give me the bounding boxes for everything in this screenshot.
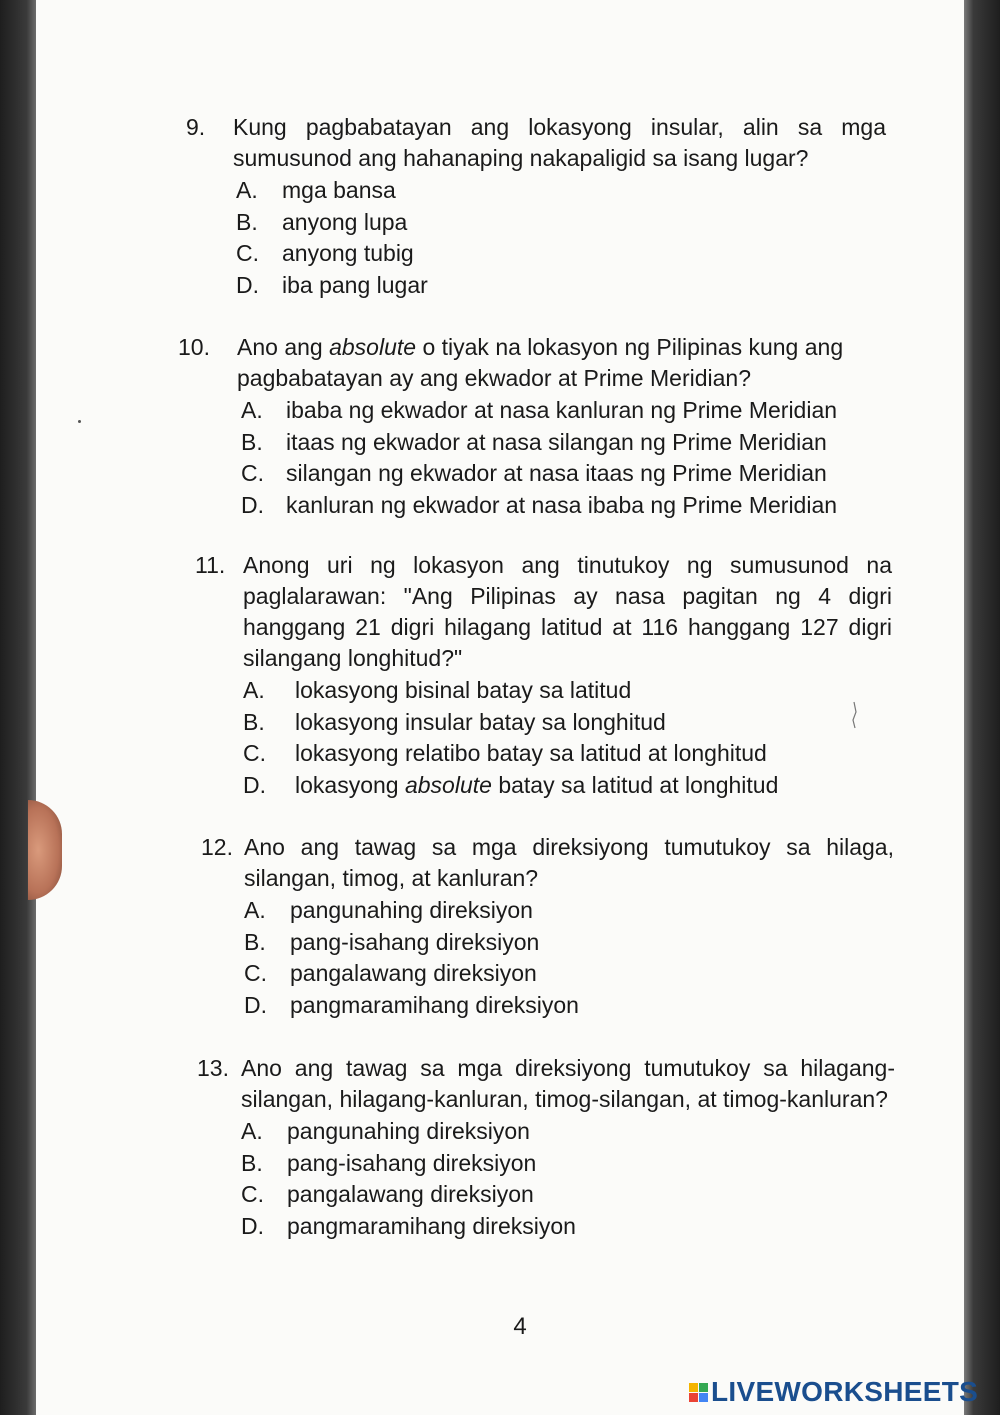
option-letter: A. <box>241 397 263 423</box>
option-a[interactable] <box>241 395 888 427</box>
option-letter: D. <box>241 491 264 518</box>
option-d[interactable] <box>236 270 886 302</box>
option-letter: A. <box>236 177 258 203</box>
option-letter: B. <box>236 208 258 235</box>
question-number: 11. <box>195 552 226 578</box>
option-a[interactable] <box>243 675 892 707</box>
option-d[interactable] <box>241 490 888 522</box>
option-text: lokasyong relatibo batay sa latitud at longhitud <box>295 740 767 766</box>
option-d[interactable] <box>243 770 892 802</box>
question-number: 12. <box>201 834 233 860</box>
logo-square <box>689 1383 698 1392</box>
question-text: Anong uri ng lokasyon ang tinutukoy ng sumusunod na paglalarawan: "Ang Pilipinas ay nasa pagitan ng 4 digri hanggang 21 digri hilagang latitud at 116 hanggang 127 digri silangang longhitud?" <box>243 552 892 671</box>
scan-speck <box>78 420 81 423</box>
option-c[interactable] <box>244 958 894 990</box>
options-list <box>241 1116 895 1242</box>
question-number: 13. <box>197 1055 229 1081</box>
option-letter: B. <box>243 708 265 735</box>
question-9 <box>186 112 886 301</box>
option-letter: A. <box>241 1118 263 1144</box>
scan-edge-left <box>0 0 38 1415</box>
option-a[interactable] <box>236 175 886 207</box>
option-text: anyong tubig <box>282 240 414 266</box>
option-letter: B. <box>241 1149 263 1176</box>
option-c[interactable] <box>236 238 886 270</box>
logo-square <box>699 1393 708 1402</box>
option-text: pangmaramihang direksiyon <box>290 991 579 1018</box>
option-text: pangalawang direksiyon <box>287 1181 534 1207</box>
question-10 <box>178 332 888 521</box>
option-letter: A. <box>243 677 265 703</box>
option-text: pangmaramihang direksiyon <box>287 1212 576 1239</box>
options-list <box>244 895 894 1021</box>
option-text: iba pang lugar <box>282 271 428 298</box>
question-13 <box>197 1053 895 1242</box>
options-list <box>243 675 892 801</box>
option-text: kanluran ng ekwador at nasa ibaba ng Prime Meridian <box>286 491 838 518</box>
option-b[interactable] <box>244 927 894 959</box>
option-letter: D. <box>241 1212 264 1239</box>
option-letter: B. <box>244 928 266 955</box>
option-d[interactable] <box>244 990 894 1022</box>
watermark-text: LIVEWORKSHEETS <box>711 1376 979 1407</box>
options-list <box>241 395 888 521</box>
option-text: pang-isahang direksiyon <box>290 928 540 955</box>
option-text: pang-isahang direksiyon <box>287 1149 537 1176</box>
option-d[interactable] <box>241 1211 895 1243</box>
option-text: mga bansa <box>282 177 396 203</box>
question-11 <box>195 550 892 801</box>
page-number: 4 <box>513 1313 527 1340</box>
option-b[interactable] <box>241 427 888 459</box>
option-text: anyong lupa <box>282 208 408 235</box>
option-letter: C. <box>241 1181 264 1207</box>
option-text: lokasyong bisinal batay sa latitud <box>295 677 632 703</box>
option-letter: D. <box>243 771 266 798</box>
option-b[interactable] <box>241 1148 895 1180</box>
option-a[interactable] <box>241 1116 895 1148</box>
option-letter: A. <box>244 897 266 923</box>
option-text: ibaba ng ekwador at nasa kanluran ng Prime Meridian <box>286 397 838 423</box>
option-b[interactable] <box>243 707 892 739</box>
question-number: 10. <box>178 334 210 360</box>
question-12 <box>201 832 894 1021</box>
option-c[interactable] <box>243 738 892 770</box>
question-text: Ano ang tawag sa mga direksiyong tumutukoy sa hilagang-silangan, hilagang-kanluran, timog-silangan, at timog-kanluran? <box>241 1055 895 1112</box>
option-a[interactable] <box>244 895 894 927</box>
option-b[interactable] <box>236 207 886 239</box>
option-letter: C. <box>243 740 266 766</box>
question-text: Ano ang absolute o tiyak na lokasyon ng Pilipinas kung ang pagbabatayan ay ang ekwador at Prime Meridian? <box>237 334 844 391</box>
question-text: Kung pagbabatayan ang lokasyong insular, alin sa mga sumusunod ang hahanaping nakapaligid sa isang lugar? <box>233 114 886 171</box>
option-text: lokasyong insular batay sa longhitud <box>295 708 666 735</box>
question-number: 9. <box>186 114 206 140</box>
option-letter: D. <box>244 991 267 1018</box>
option-letter: C. <box>244 960 267 986</box>
option-text: pangalawang direksiyon <box>290 960 537 986</box>
liveworksheets-logo-icon <box>689 1383 708 1402</box>
option-text: silangan ng ekwador at nasa itaas ng Prime Meridian <box>286 460 827 486</box>
liveworksheets-watermark[interactable] <box>689 1377 978 1407</box>
option-c[interactable] <box>241 458 888 490</box>
option-text: pangunahing direksiyon <box>290 897 533 923</box>
logo-square <box>699 1383 708 1392</box>
option-text: itaas ng ekwador at nasa silangan ng Prime Meridian <box>286 428 827 455</box>
option-letter: B. <box>241 428 263 455</box>
option-c[interactable] <box>241 1179 895 1211</box>
options-list <box>236 175 886 301</box>
scan-edge-right <box>962 0 1000 1415</box>
option-text: lokasyong absolute batay sa latitud at longhitud <box>295 771 779 798</box>
option-text: pangunahing direksiyon <box>287 1118 530 1144</box>
option-letter: D. <box>236 271 259 298</box>
question-text: Ano ang tawag sa mga direksiyong tumutukoy sa hilaga, silangan, timog, at kanluran? <box>244 834 894 891</box>
option-letter: C. <box>236 240 259 266</box>
logo-square <box>689 1393 698 1402</box>
option-letter: C. <box>241 460 264 486</box>
